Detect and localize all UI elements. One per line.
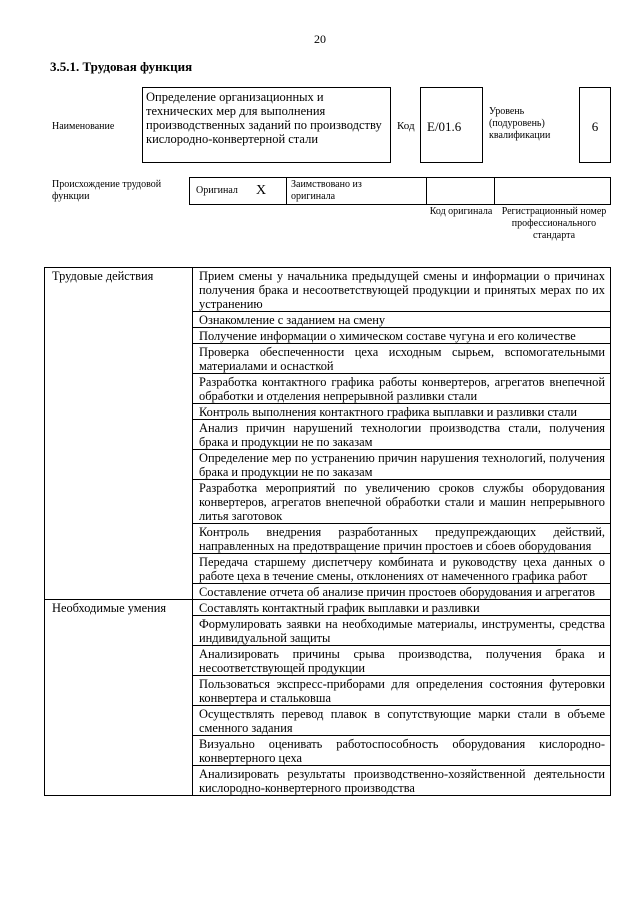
level-label: Уровень (подуровень) квалификации (489, 106, 551, 141)
table-row (45, 600, 611, 616)
table-cell-item: Осуществлять перевод плавок в сопутствующие марки стали в объеме сменного задания (193, 706, 611, 736)
origin-divider (494, 177, 495, 205)
code-box (420, 87, 483, 163)
table-cell-item: Передача старшему диспетчеру комбината и руководству цеха данных о работе цеха в течение смены, отклонениях от намеченного графика работ (193, 554, 611, 584)
origin-table (189, 177, 611, 205)
table-cell-item: Контроль внедрения разработанных предупреждающих действий, направленных на предотвращение причин простоев и сбоев оборудования (193, 524, 611, 554)
table-cell-item: Разработка контактного графика работы конвертеров, агрегатов внепечной обработки и отделения непрерывной разливки стали (193, 374, 611, 404)
borrowed-label: Заимствовано из оригинала (291, 179, 362, 202)
table-cell-item: Проверка обеспеченности цеха исходным сырьем, вспомогательными материалами и оснасткой (193, 344, 611, 374)
table-cell-item: Визуально оценивать работоспособность оборудования кислородно-конвертерного цеха (193, 736, 611, 766)
table-cell-item: Анализировать результаты производственно-хозяйственной деятельности кислородно-конвертерного производства (193, 766, 611, 796)
page-number: 20 (314, 32, 326, 46)
function-name-value: Определение организационных и технических мер для выполнения производственных заданий по производству кислородно-конвертерной стали (146, 90, 382, 146)
table-cell-item: Пользоваться экспресс-приборами для определения состояния футеровки конвертера и стальковша (193, 676, 611, 706)
section-category-cell: Необходимые умения (45, 600, 193, 796)
origin-label: Происхождение трудовой функции (52, 179, 162, 202)
section-category-cell: Трудовые действия (45, 268, 193, 600)
origin-divider (286, 177, 287, 205)
table-cell-item: Ознакомление с заданием на смену (193, 312, 611, 328)
original-mark: X (256, 183, 267, 198)
table-cell-item: Анализ причин нарушений технологии производства стали, получения брака и продукции не по заказам (193, 420, 611, 450)
origin-divider (426, 177, 427, 205)
table-cell-item: Формулировать заявки на необходимые материалы, инструменты, средства индивидуальной защиты (193, 616, 611, 646)
table-cell-item: Контроль выполнения контактного графика выплавки и разливки стали (193, 404, 611, 420)
table-cell-item: Получение информации о химическом составе чугуна и его количестве (193, 328, 611, 344)
code-label: Код (397, 120, 415, 132)
table-cell-item: Составление отчета об анализе причин простоев оборудования и агрегатов (193, 584, 611, 600)
table-cell-item: Составлять контактный график выплавки и разливки (193, 600, 611, 616)
level-box (579, 87, 611, 163)
function-details-table (44, 267, 611, 796)
table-cell-item: Анализировать причины срыва производства, получения брака и несоответствующей продукции (193, 646, 611, 676)
level-value: 6 (591, 119, 599, 134)
table-cell-item: Прием смены у начальника предыдущей смены и информации о причинах получения брака и несоответствующей продукции и принятых мерах по их устранению (193, 268, 611, 312)
code-original-caption: Код оригинала (429, 206, 493, 217)
name-label: Наименование (52, 121, 115, 132)
registration-number-caption: Регистрационный номер профессионального стандарта (501, 206, 607, 241)
table-cell-item: Разработка мероприятий по увеличению сроков службы оборудования конвертеров, агрегатов внепечной обработки стали и машин непрерывного литья заготовок (193, 480, 611, 524)
original-label: Оригинал (196, 185, 238, 196)
function-name-box (142, 87, 391, 163)
section-title: 3.5.1. Трудовая функция (50, 59, 193, 74)
table-row (45, 268, 611, 312)
table-cell-item: Определение мер по устранению причин нарушения технологий, получения брака и продукции не по заказам (193, 450, 611, 480)
code-value: E/01.6 (427, 119, 462, 134)
